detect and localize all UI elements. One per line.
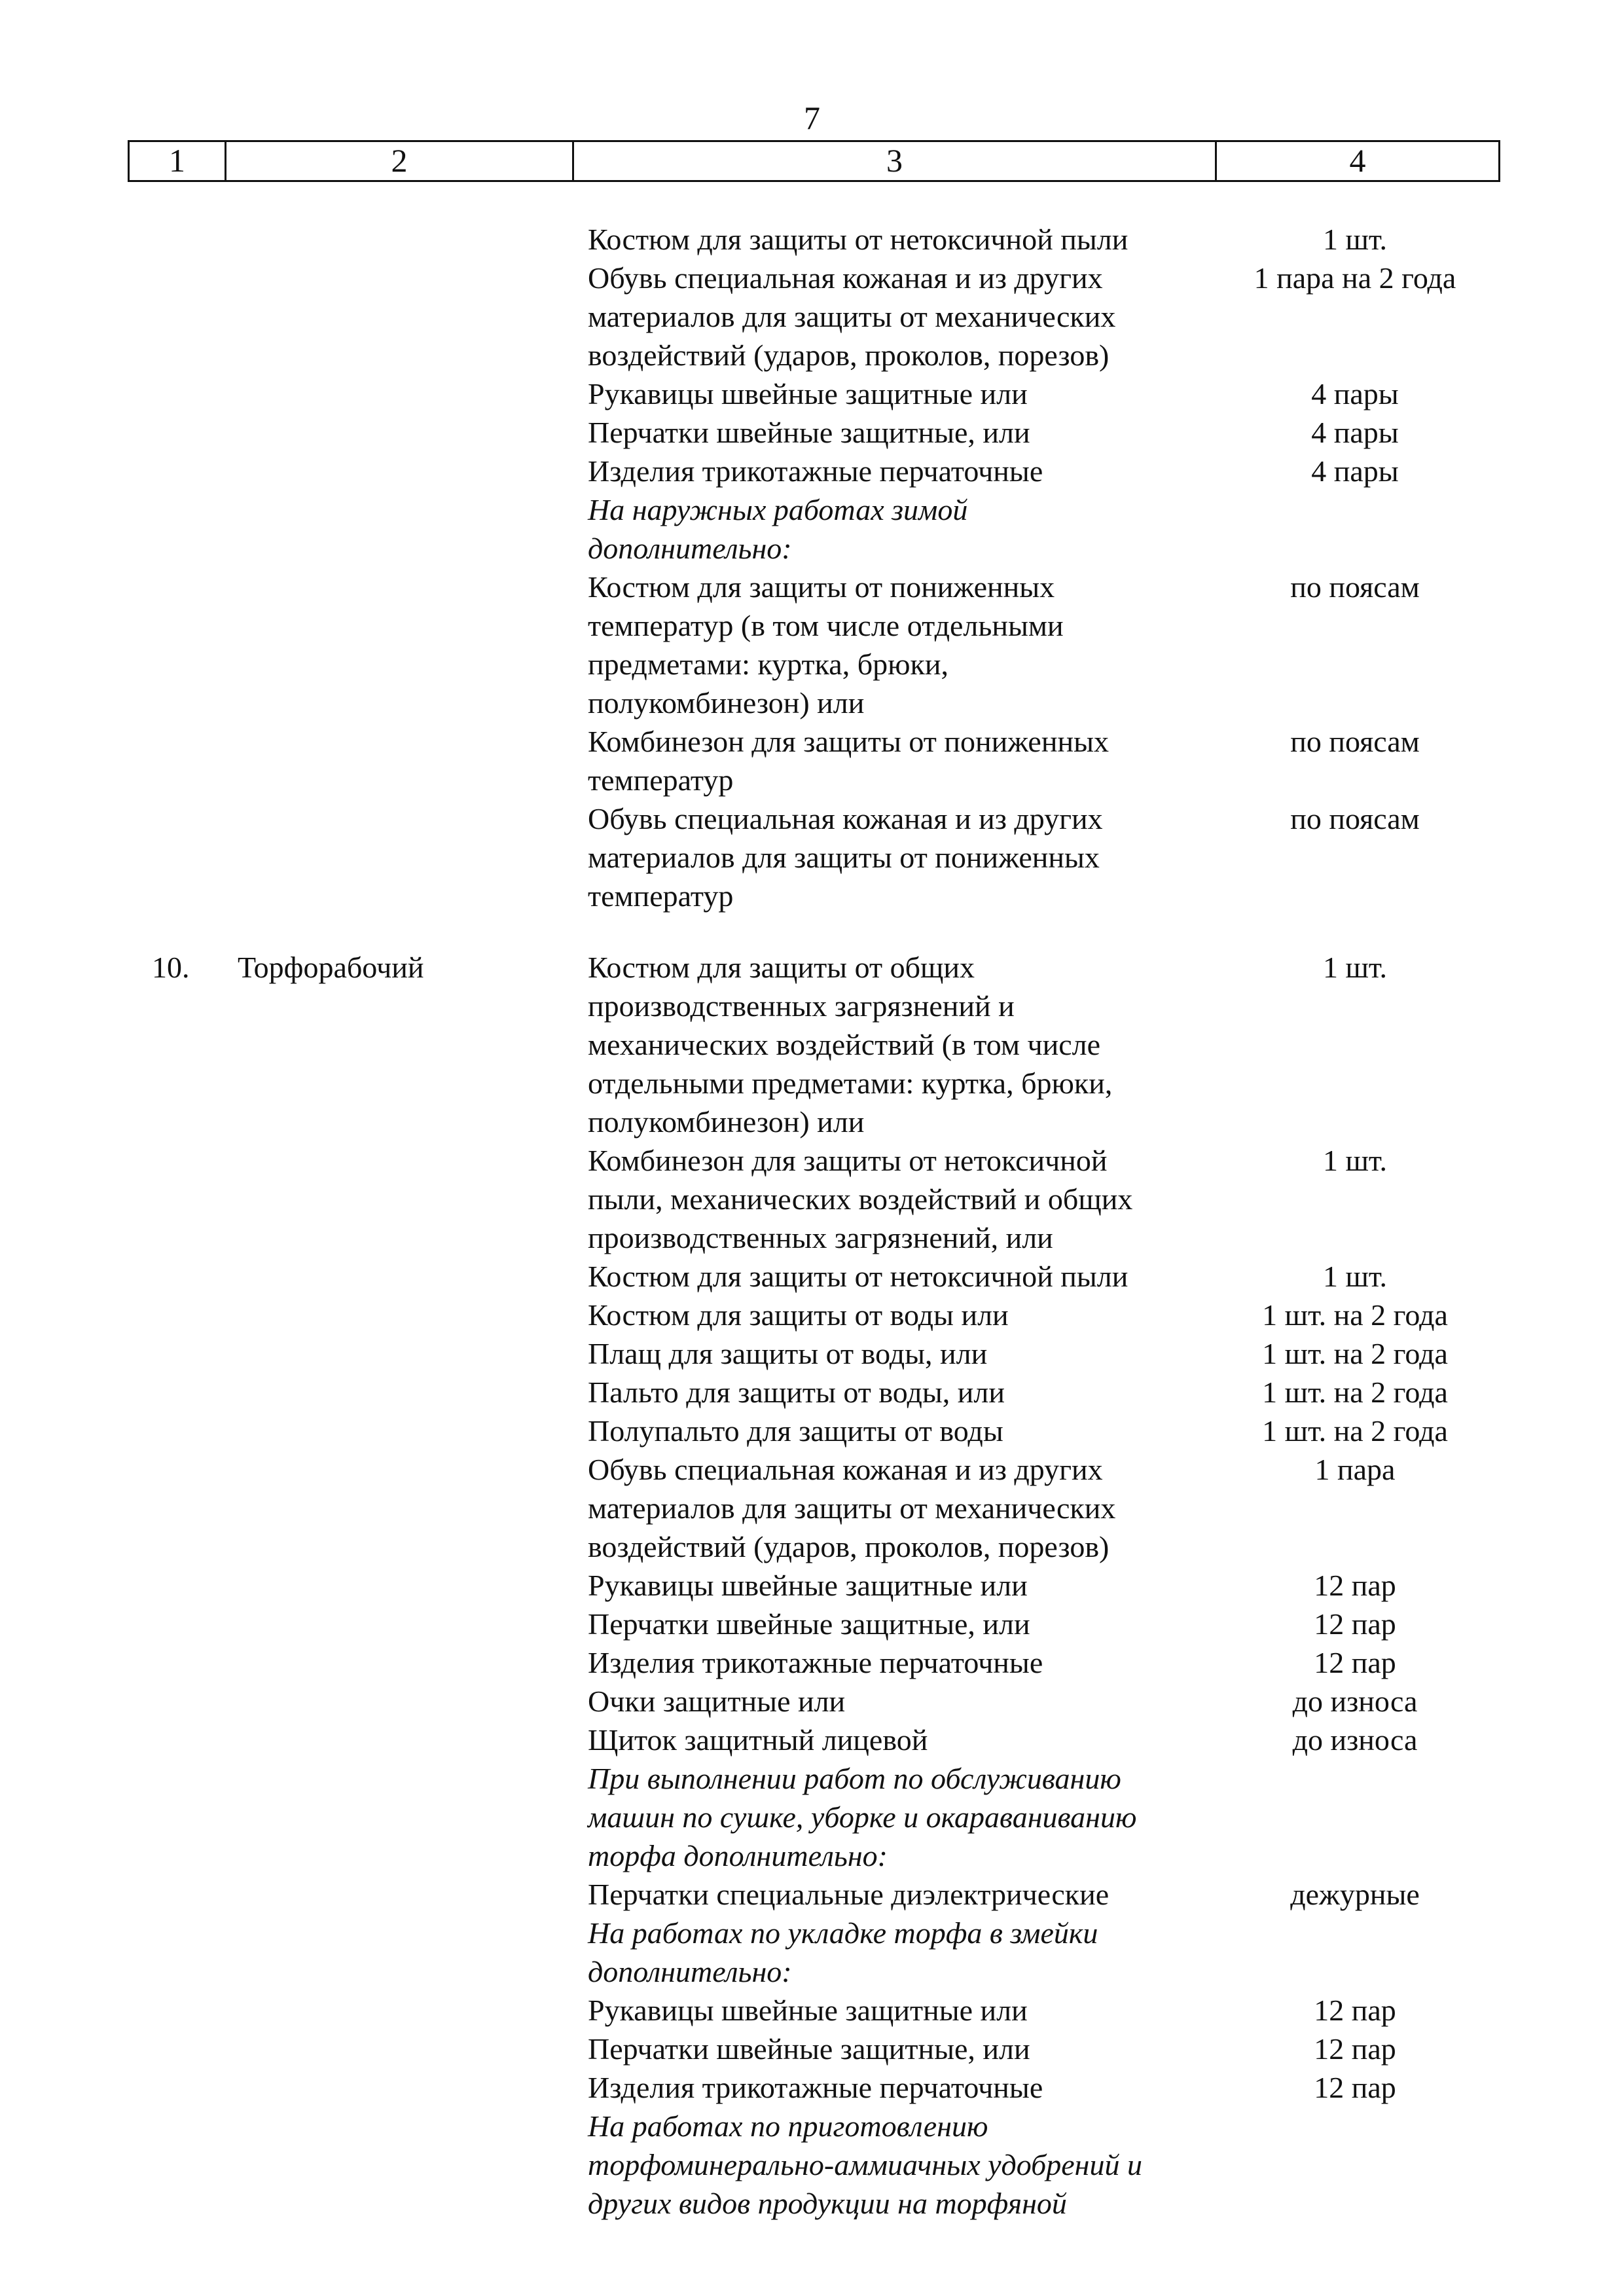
- ppe-item-line: Рукавицы швейные защитные или: [588, 1569, 1028, 1602]
- section-note: [588, 490, 1216, 568]
- ppe-quantity: до износа: [1292, 1685, 1418, 1718]
- ppe-item-line: На работах по приготовлению: [588, 2109, 988, 2143]
- ppe-item-line: Изделия трикотажные перчаточные: [588, 2071, 1043, 2104]
- ppe-quantity: 12 пар: [1314, 2071, 1396, 2104]
- ppe-item-line: воздействий (ударов, проколов, порезов): [588, 338, 1110, 372]
- ppe-item-line: Щиток защитный лицевой: [588, 1723, 928, 1757]
- ppe-item: [588, 1721, 1216, 1759]
- ppe-item-line: Перчатки швейные защитные, или: [588, 1607, 1030, 1641]
- ppe-item-line: Обувь специальная кожаная и из других: [588, 1453, 1103, 1486]
- ppe-quantity: дежурные: [1290, 1878, 1420, 1911]
- ppe-item-line: других видов продукции на торфяной: [588, 2187, 1067, 2220]
- ppe-quantity: по поясам: [1290, 570, 1420, 604]
- ppe-quantity: 4 пары: [1311, 454, 1399, 488]
- ppe-quantity: 1 шт. на 2 года: [1262, 1298, 1448, 1332]
- ppe-item-line: Плащ для защиты от воды, или: [588, 1337, 988, 1370]
- ppe-item-line: температур: [588, 763, 734, 797]
- ppe-item: [588, 1566, 1216, 1605]
- ppe-item: [588, 220, 1216, 259]
- ppe-item: [588, 1141, 1216, 1257]
- ppe-item-line: Перчатки специальные диэлектрические: [588, 1878, 1110, 1911]
- ppe-item-line: температур: [588, 879, 734, 913]
- section-note: [588, 1914, 1216, 1991]
- ppe-item-line: полукомбинезон) или: [588, 1105, 865, 1139]
- ppe-quantity: по поясам: [1290, 802, 1420, 835]
- ppe-item-line: материалов для защиты от механических: [588, 300, 1116, 333]
- ppe-item-line: производственных загрязнений, или: [588, 1221, 1053, 1254]
- ppe-item: [588, 1991, 1216, 2030]
- ppe-item-line: Перчатки швейные защитные, или: [588, 416, 1030, 449]
- ppe-quantity: 12 пар: [1314, 1646, 1396, 1679]
- ppe-item-line: Очки защитные или: [588, 1685, 846, 1718]
- ppe-item-line: Обувь специальная кожаная и из других: [588, 802, 1103, 835]
- ppe-quantity: 4 пары: [1311, 377, 1399, 410]
- ppe-item-line: торфа дополнительно:: [588, 1839, 888, 1872]
- ppe-item: [588, 1373, 1216, 1412]
- ppe-item-line: Обувь специальная кожаная и из других: [588, 261, 1103, 295]
- ppe-item: [588, 948, 1216, 1141]
- ppe-item: [588, 1682, 1216, 1721]
- ppe-item: [588, 1605, 1216, 1643]
- ppe-item: [588, 1334, 1216, 1373]
- ppe-item-line: Комбинезон для защиты от пониженных: [588, 725, 1109, 758]
- ppe-quantity: 1 шт. на 2 года: [1262, 1337, 1448, 1370]
- ppe-item-line: Костюм для защиты от нетоксичной пыли: [588, 1260, 1128, 1293]
- ppe-item-line: производственных загрязнений и: [588, 989, 1015, 1023]
- ppe-quantity: 1 шт.: [1322, 223, 1388, 256]
- entry-number: 10.: [152, 951, 190, 984]
- ppe-quantity: 1 шт. на 2 года: [1262, 1376, 1448, 1409]
- ppe-item: [588, 1257, 1216, 1296]
- ppe-item-line: торфоминерально-аммиачных удобрений и: [588, 2148, 1143, 2181]
- ppe-item-line: механических воздействий (в том числе: [588, 1028, 1101, 1061]
- ppe-item-line: материалов для защиты от механических: [588, 1491, 1116, 1525]
- page-number: 7: [804, 100, 820, 136]
- ppe-item: [588, 1875, 1216, 1914]
- ppe-item: [588, 1450, 1216, 1566]
- profession-name: Торфорабочий: [238, 951, 424, 984]
- column-header-3: 3: [574, 142, 1217, 180]
- ppe-item: [588, 259, 1216, 374]
- ppe-item: [588, 1296, 1216, 1334]
- section-note: [588, 2107, 1216, 2223]
- ppe-quantity: 12 пар: [1314, 1994, 1396, 2027]
- ppe-item-line: температур (в том числе отдельными: [588, 609, 1064, 642]
- ppe-item: [588, 799, 1216, 915]
- ppe-item-line: Рукавицы швейные защитные или: [588, 1994, 1028, 2027]
- ppe-quantity: 1 шт.: [1322, 1144, 1388, 1177]
- ppe-item: [588, 1643, 1216, 1682]
- ppe-quantity: 1 шт.: [1322, 951, 1388, 984]
- ppe-item-line: Комбинезон для защиты от нетоксичной: [588, 1144, 1108, 1177]
- ppe-quantity: 1 пара: [1314, 1453, 1396, 1486]
- ppe-item-line: Костюм для защиты от пониженных: [588, 570, 1055, 604]
- ppe-item-line: Изделия трикотажные перчаточные: [588, 454, 1043, 488]
- ppe-item: [588, 568, 1216, 722]
- ppe-item: [588, 722, 1216, 799]
- ppe-item: [588, 413, 1216, 452]
- ppe-item-line: Костюм для защиты от нетоксичной пыли: [588, 223, 1128, 256]
- ppe-quantity: 1 шт.: [1322, 1260, 1388, 1293]
- column-header-2: 2: [226, 142, 574, 180]
- ppe-item-line: Изделия трикотажные перчаточные: [588, 1646, 1043, 1679]
- ppe-item-line: На наружных работах зимой: [588, 493, 968, 526]
- ppe-item-line: Рукавицы швейные защитные или: [588, 377, 1028, 410]
- ppe-item: [588, 1412, 1216, 1450]
- ppe-item-line: Перчатки швейные защитные, или: [588, 2032, 1030, 2066]
- ppe-item-line: воздействий (ударов, проколов, порезов): [588, 1530, 1110, 1563]
- ppe-quantity: 12 пар: [1314, 1569, 1396, 1602]
- ppe-item-line: дополнительно:: [588, 532, 792, 565]
- ppe-item-line: дополнительно:: [588, 1955, 792, 1988]
- ppe-item-line: При выполнении работ по обслуживанию: [588, 1762, 1121, 1795]
- ppe-quantity: 1 шт. на 2 года: [1262, 1414, 1448, 1448]
- ppe-quantity: 4 пары: [1311, 416, 1399, 449]
- ppe-item-line: Пальто для защиты от воды, или: [588, 1376, 1005, 1409]
- ppe-item-line: Полупальто для защиты от воды: [588, 1414, 1003, 1448]
- ppe-item-line: Костюм для защиты от воды или: [588, 1298, 1009, 1332]
- ppe-item-line: предметами: куртка, брюки,: [588, 647, 948, 681]
- ppe-item: [588, 2068, 1216, 2107]
- ppe-item-line: машин по сушке, уборке и окараваниванию: [588, 1800, 1137, 1834]
- ppe-quantity: до износа: [1292, 1723, 1418, 1757]
- ppe-quantity: 12 пар: [1314, 1607, 1396, 1641]
- ppe-quantity: по поясам: [1290, 725, 1420, 758]
- ppe-quantity: 12 пар: [1314, 2032, 1396, 2066]
- ppe-item-line: пыли, механических воздействий и общих: [588, 1182, 1133, 1216]
- ppe-item-line: полукомбинезон) или: [588, 686, 865, 720]
- ppe-item-line: На работах по укладке торфа в змейки: [588, 1916, 1098, 1950]
- ppe-item-line: Костюм для защиты от общих: [588, 951, 975, 984]
- column-header-row: [128, 140, 1500, 182]
- column-header-1: 1: [130, 142, 226, 180]
- ppe-quantity: 1 пара на 2 года: [1254, 261, 1456, 295]
- column-header-4: 4: [1349, 142, 1366, 179]
- ppe-item-line: материалов для защиты от пониженных: [588, 841, 1100, 874]
- ppe-item-line: отдельными предметами: куртка, брюки,: [588, 1066, 1113, 1100]
- ppe-item: [588, 2030, 1216, 2068]
- ppe-item: [588, 452, 1216, 490]
- ppe-item: [588, 374, 1216, 413]
- section-note: [588, 1759, 1216, 1875]
